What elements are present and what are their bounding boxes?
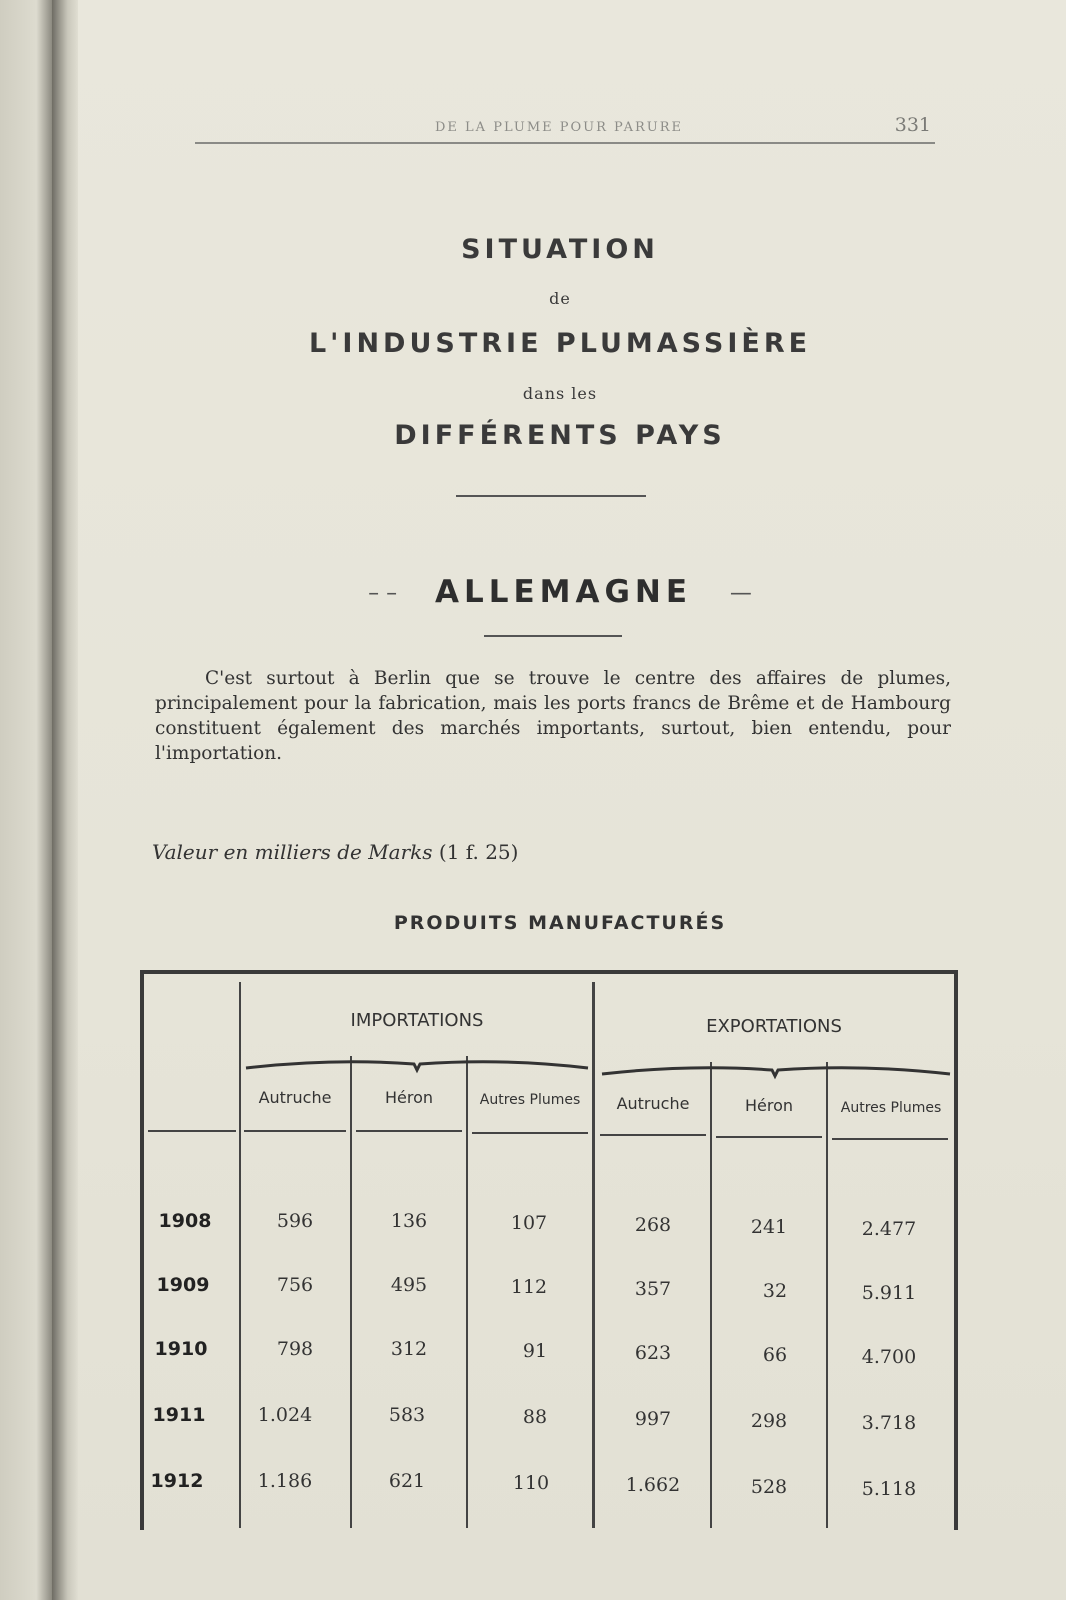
col-underline-5 bbox=[716, 1136, 822, 1138]
table-heading: PRODUITS MANUFACTURÉS bbox=[393, 912, 727, 934]
table-vline-2 bbox=[466, 1056, 468, 1528]
table-cell: 312 bbox=[390, 1338, 428, 1360]
year-label: 1912 bbox=[150, 1470, 204, 1492]
unit-note-italic: Valeur en milliers de Marks bbox=[152, 840, 433, 864]
table-vline-years bbox=[239, 982, 241, 1528]
col-underline-4 bbox=[600, 1134, 706, 1136]
title-line-3: L'INDUSTRIE PLUMASSIÈRE bbox=[308, 328, 812, 359]
facing-page-edge bbox=[0, 0, 52, 1600]
title-line-5: DIFFÉRENTS PAYS bbox=[394, 420, 726, 451]
country-title: ALLEMAGNE bbox=[434, 574, 693, 610]
country-divider bbox=[484, 635, 622, 637]
table-cell: 3.718 bbox=[861, 1412, 917, 1434]
running-head bbox=[195, 114, 935, 144]
col-label-exp-autruche: Autruche bbox=[616, 1094, 690, 1113]
table-cell: 357 bbox=[634, 1278, 672, 1300]
importations-brace bbox=[244, 1052, 590, 1074]
table-vline-1 bbox=[350, 1056, 352, 1528]
title-divider bbox=[456, 495, 646, 497]
intro-paragraph: C'est surtout à Berlin que se trouve le centre des affaires de plumes, principalement pour la fabrication, mais les ports francs de Brême et de Hambourg constituent également des marchés importants, surtout, bien entendu, pour l'importation. bbox=[155, 668, 951, 764]
table-cell: 2.477 bbox=[861, 1218, 917, 1240]
table-cell: 1.024 bbox=[257, 1404, 313, 1426]
table-cell: 32 bbox=[762, 1280, 788, 1302]
table-cell: 1.662 bbox=[625, 1474, 681, 1496]
table-cell: 110 bbox=[512, 1472, 550, 1494]
group-label-importations: IMPORTATIONS bbox=[350, 1010, 484, 1031]
table-cell: 798 bbox=[276, 1338, 314, 1360]
year-label: 1908 bbox=[158, 1210, 212, 1232]
col-label-exp-heron: Héron bbox=[744, 1096, 794, 1115]
exportations-brace bbox=[600, 1058, 952, 1080]
table-cell: 112 bbox=[510, 1276, 548, 1298]
col-underline-2 bbox=[356, 1130, 462, 1132]
col-label-imp-autruche: Autruche bbox=[258, 1088, 332, 1107]
unit-note bbox=[152, 840, 518, 864]
table-cell: 528 bbox=[750, 1476, 788, 1498]
title-line-4: dans les bbox=[522, 384, 598, 403]
col-label-imp-heron: Héron bbox=[384, 1088, 434, 1107]
country-heading bbox=[150, 574, 970, 610]
year-label: 1910 bbox=[154, 1338, 208, 1360]
table-cell: 298 bbox=[750, 1410, 788, 1432]
col-underline-6 bbox=[832, 1138, 948, 1140]
running-title: DE LA PLUME POUR PARURE bbox=[435, 120, 684, 135]
table-cell: 623 bbox=[634, 1342, 672, 1364]
table-cell: 268 bbox=[634, 1214, 672, 1236]
heading-dash-left: – – bbox=[368, 581, 398, 606]
table-cell: 88 bbox=[522, 1406, 548, 1428]
title-line-2: de bbox=[549, 289, 571, 308]
group-label-exportations: EXPORTATIONS bbox=[706, 1016, 842, 1037]
table-cell: 91 bbox=[522, 1340, 548, 1362]
year-label: 1911 bbox=[152, 1404, 206, 1426]
table-cell: 136 bbox=[390, 1210, 428, 1232]
table-cell: 66 bbox=[762, 1344, 788, 1366]
title-line-1: SITUATION bbox=[461, 234, 659, 265]
table-cell: 495 bbox=[390, 1274, 428, 1296]
table-cell: 997 bbox=[634, 1408, 672, 1430]
col-underline-3 bbox=[472, 1132, 588, 1134]
table-cell: 5.911 bbox=[861, 1282, 917, 1304]
table-cell: 4.700 bbox=[861, 1346, 917, 1368]
table-cell: 107 bbox=[510, 1212, 548, 1234]
col-underline-1 bbox=[244, 1130, 346, 1132]
page-number: 331 bbox=[894, 114, 931, 136]
table-vline-4 bbox=[710, 1062, 712, 1528]
unit-note-rest: (1 f. 25) bbox=[438, 840, 519, 864]
table-cell: 756 bbox=[276, 1274, 314, 1296]
book-gutter bbox=[52, 0, 78, 1600]
heading-dash-right: — bbox=[729, 581, 752, 606]
year-header-underline bbox=[148, 1130, 236, 1132]
table-vline-groups bbox=[592, 982, 595, 1528]
col-label-imp-autres: Autres Plumes bbox=[479, 1092, 581, 1108]
year-label: 1909 bbox=[156, 1274, 210, 1296]
table-cell: 583 bbox=[388, 1404, 426, 1426]
table-cell: 621 bbox=[388, 1470, 426, 1492]
table-cell: 596 bbox=[276, 1210, 314, 1232]
col-label-exp-autres: Autres Plumes bbox=[840, 1100, 942, 1116]
table-cell: 1.186 bbox=[257, 1470, 313, 1492]
table-cell: 241 bbox=[750, 1216, 788, 1238]
table-cell: 5.118 bbox=[861, 1478, 917, 1500]
